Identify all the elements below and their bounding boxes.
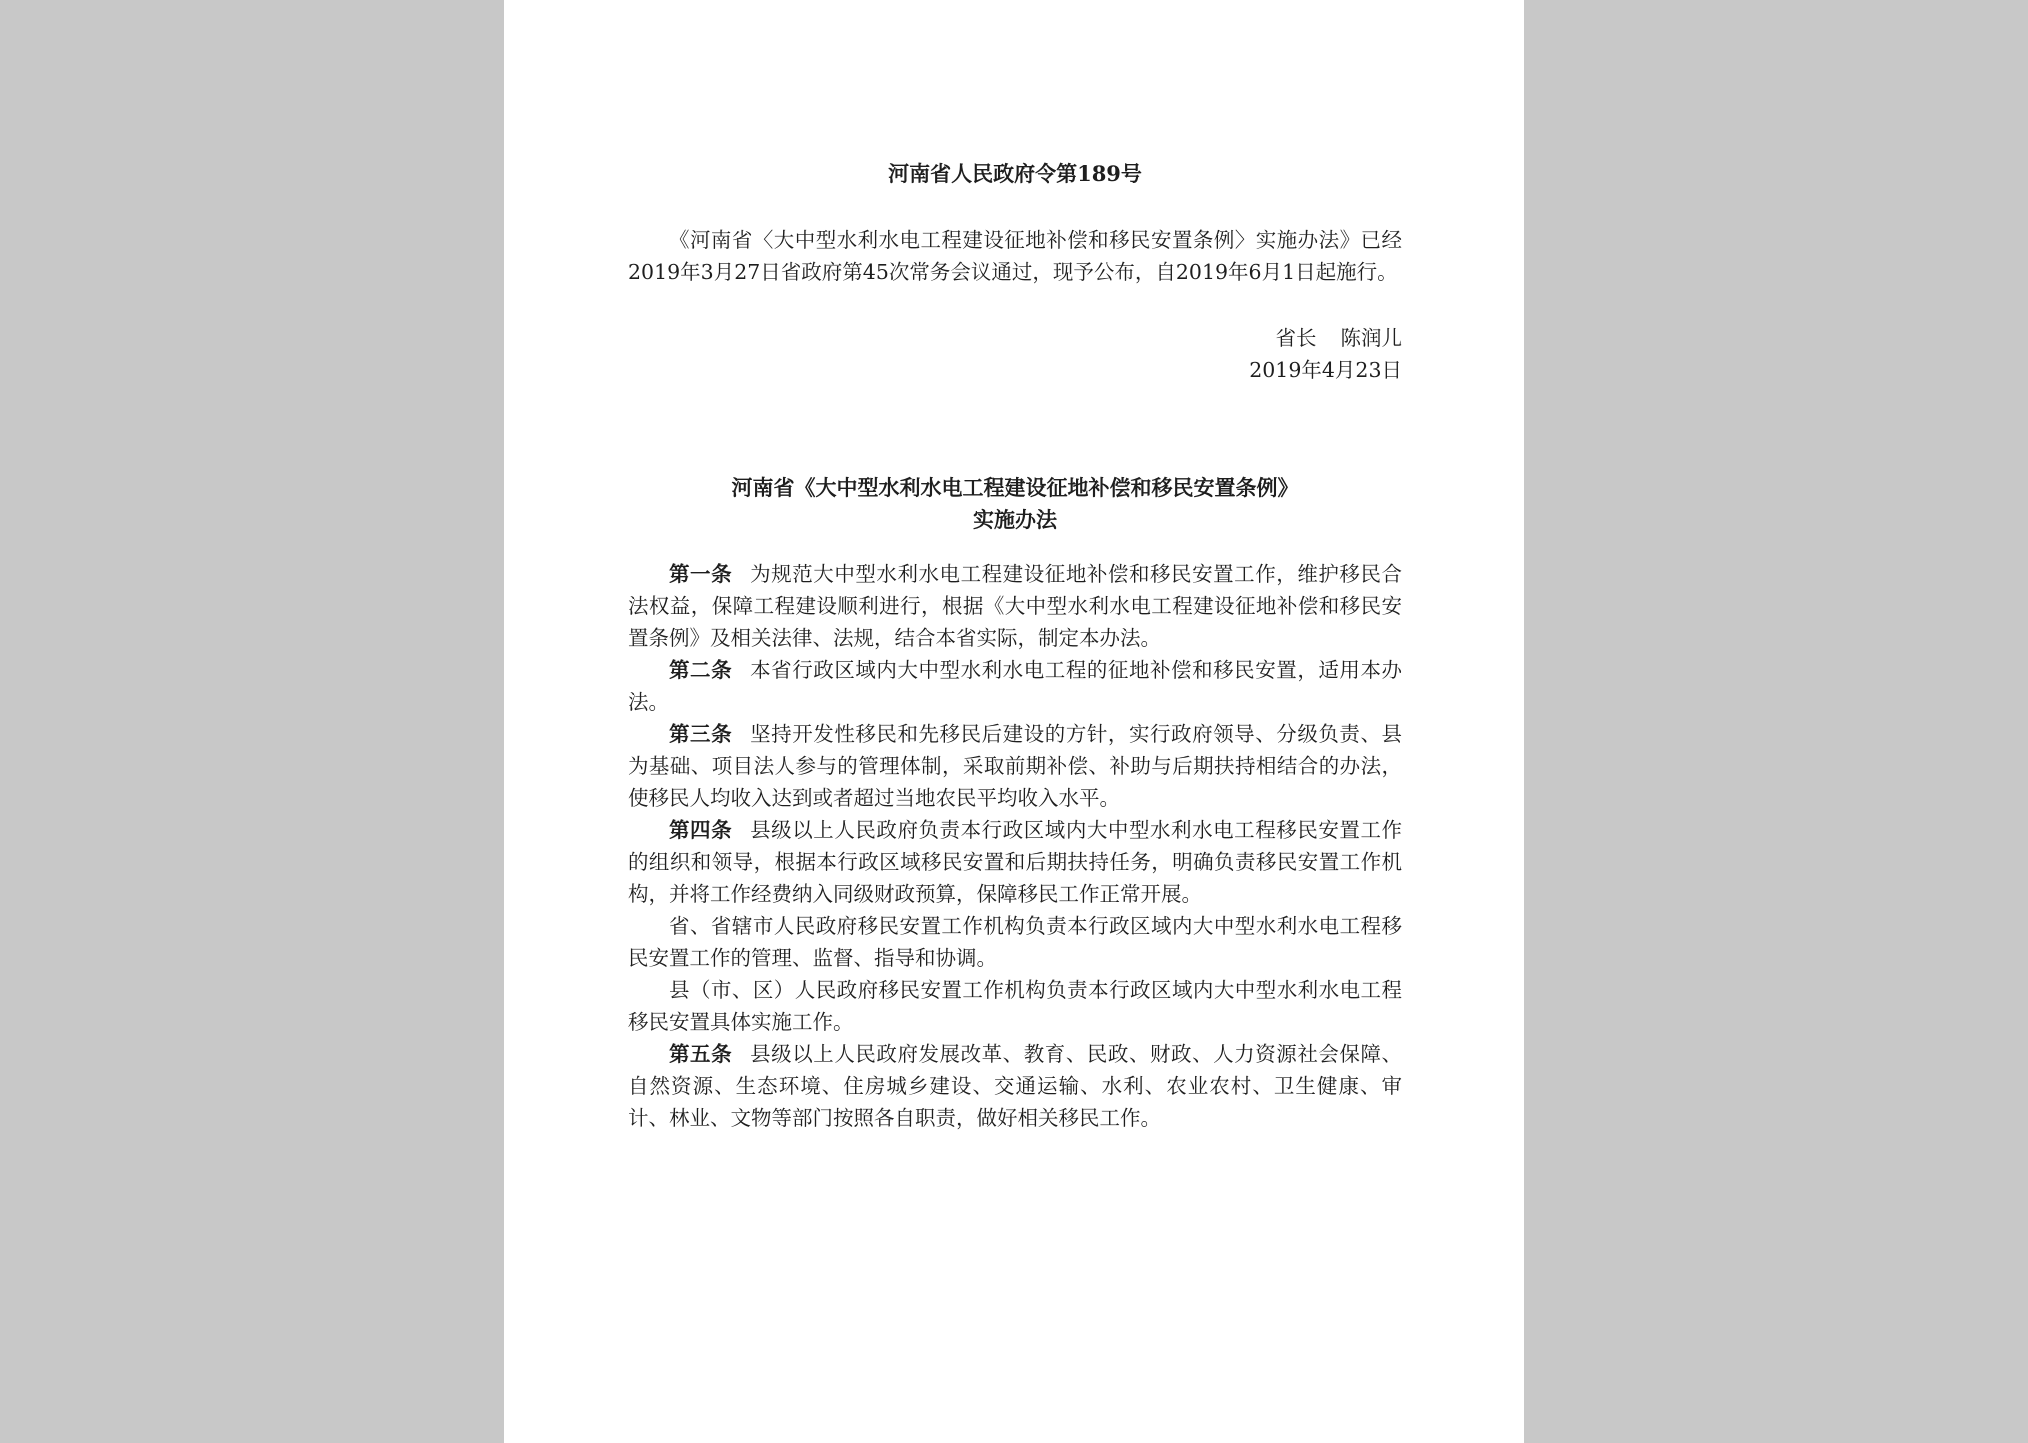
article-paragraph — [628, 718, 1402, 814]
article-text: 县（市、区）人民政府移民安置工作机构负责本行政区域内大中型水利水电工程移民安置具体实施工作。 — [628, 978, 1402, 1034]
article-paragraph — [628, 654, 1402, 718]
regulation-title-line1: 河南省《大中型水利水电工程建设征地补偿和移民安置条例》 — [731, 475, 1299, 500]
signature-date: 2019年4月23日 — [1249, 358, 1402, 382]
article-text: 为规范大中型水利水电工程建设征地补偿和移民安置工作，维护移民合法权益，保障工程建设顺利进行，根据《大中型水利水电工程建设征地补偿和移民安置条例》及相关法律、法规，结合本省实际，制定本办法。 — [628, 562, 1403, 650]
article-text: 县级以上人民政府发展改革、教育、民政、财政、人力资源社会保障、自然资源、生态环境、住房城乡建设、交通运输、水利、农业农村、卫生健康、审计、林业、文物等部门按照各自职责，做好相关移民工作。 — [628, 1042, 1403, 1130]
signature-block — [628, 322, 1402, 386]
article-paragraph — [628, 974, 1402, 1038]
article-label: 第四条 — [669, 818, 733, 842]
article-paragraph — [628, 1038, 1402, 1134]
page-content — [628, 158, 1402, 1134]
regulation-title — [628, 472, 1402, 536]
article-label: 第二条 — [669, 658, 733, 682]
signatory-title: 省长 — [1275, 326, 1317, 350]
articles — [628, 558, 1402, 1134]
article-paragraph — [628, 910, 1402, 974]
signatory-name: 陈润儿 — [1340, 326, 1402, 350]
article-paragraph — [628, 814, 1402, 910]
article-label: 第三条 — [669, 722, 733, 746]
article-paragraph — [628, 558, 1402, 654]
article-text: 坚持开发性移民和先移民后建设的方针，实行政府领导、分级负责、县为基础、项目法人参与的管理体制，采取前期补偿、补助与后期扶持相结合的办法，使移民人均收入达到或者超过当地农民平均收入水平。 — [628, 722, 1403, 810]
document-page — [504, 0, 1524, 1443]
article-label: 第一条 — [669, 562, 733, 586]
article-text: 县级以上人民政府负责本行政区域内大中型水利水电工程移民安置工作的组织和领导，根据本行政区域移民安置和后期扶持任务，明确负责移民安置工作机构，并将工作经费纳入同级财政预算，保障移民工作正常开展。 — [628, 818, 1403, 906]
article-label: 第五条 — [669, 1042, 733, 1066]
signature-line — [628, 322, 1402, 354]
regulation-title-line2: 实施办法 — [973, 507, 1057, 532]
article-text: 本省行政区域内大中型水利水电工程的征地补偿和移民安置，适用本办法。 — [628, 658, 1403, 714]
decree-body: 《河南省〈大中型水利水电工程建设征地补偿和移民安置条例〉实施办法》已经2019年3月27日省政府第45次常务会议通过，现予公布，自2019年6月1日起施行。 — [628, 228, 1402, 284]
article-text: 省、省辖市人民政府移民安置工作机构负责本行政区域内大中型水利水电工程移民安置工作的管理、监督、指导和协调。 — [628, 914, 1402, 970]
decree-title: 河南省人民政府令第189号 — [888, 161, 1142, 186]
